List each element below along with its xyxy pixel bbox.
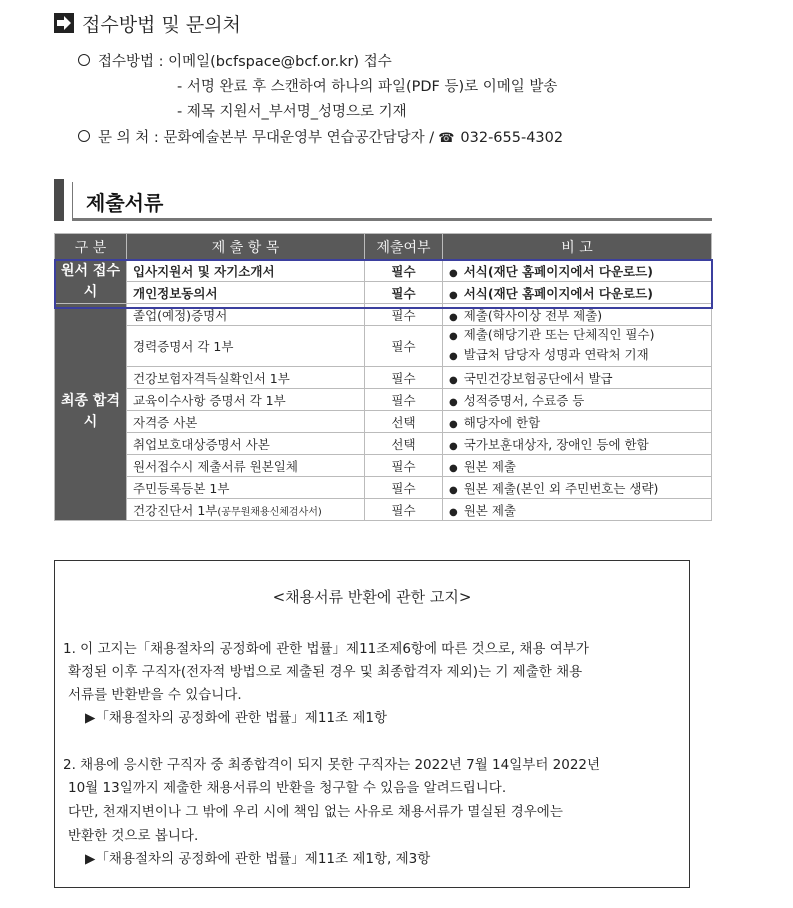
row-required: 필수 — [365, 304, 443, 326]
row-item: 건강진단서 1부(공무원채용신체검사서) — [127, 499, 365, 521]
category-application: 원서 접수시 — [55, 260, 127, 304]
method-text: 접수방법 : 이메일(bcfspace@bcf.or.kr) 접수 — [98, 54, 392, 70]
docs-heading — [54, 179, 712, 221]
row-item: 취업보호대상증명서 사본 — [127, 433, 365, 455]
table-row — [55, 389, 712, 411]
row-item: 입사지원서 및 자기소개서 — [127, 260, 365, 282]
row-note: ● 해당자에 한함 — [443, 411, 712, 433]
row-required: 필수 — [365, 477, 443, 499]
notice-p1-line3: 서류를 반환받을 수 있습니다. — [68, 687, 242, 703]
row-note: ● 국민건강보험공단에서 발급 — [443, 367, 712, 389]
row-required: 필수 — [365, 260, 443, 282]
notice-p2-line4: 반환한 것으로 봅니다. — [68, 828, 199, 844]
table-row — [55, 304, 712, 326]
row-required: 필수 — [365, 326, 443, 367]
header-category: 구 분 — [55, 234, 127, 260]
row-item: 경력증명서 각 1부 — [127, 326, 365, 367]
table-row — [55, 433, 712, 455]
circle-bullet-icon — [78, 54, 90, 66]
row-item: 개인정보동의서 — [127, 282, 365, 304]
heading-bar — [54, 179, 64, 221]
table-row — [55, 499, 712, 521]
row-note: ● 서식(재단 홈페이지에서 다운로드) — [443, 260, 712, 282]
row-required: 필수 — [365, 389, 443, 411]
arrow-right-icon — [54, 13, 74, 33]
row-note: ● 국가보훈대상자, 장애인 등에 한함 — [443, 433, 712, 455]
notice-title: <채용서류 반환에 관한 고지> — [272, 588, 472, 606]
row-item: 졸업(예정)증명서 — [127, 304, 365, 326]
row-item: 주민등록등본 1부 — [127, 477, 365, 499]
inquiry-phone: 032-655-4302 — [460, 130, 564, 146]
method-line — [78, 50, 392, 71]
table-row — [55, 260, 712, 282]
notice-p2-line2: 10월 13일까지 제출한 채용서류의 반환을 청구할 수 있음을 알려드립니다. — [68, 780, 507, 796]
row-item: 건강보험자격득실확인서 1부 — [127, 367, 365, 389]
row-required: 필수 — [365, 455, 443, 477]
docs-title: 제출서류 — [86, 191, 164, 215]
documents-table — [54, 233, 712, 521]
row-note: ● 제출(학사이상 전부 제출) — [443, 304, 712, 326]
row-note: ● 성적증명서, 수료증 등 — [443, 389, 712, 411]
row-item: 원서접수시 제출서류 원본일체 — [127, 455, 365, 477]
table-row — [55, 455, 712, 477]
notice-p2-line3: 다만, 천재지변이나 그 밖에 우리 시에 책임 없는 사유로 채용서류가 멸실된 경우에는 — [68, 804, 563, 820]
row-note: ● 원본 제출(본인 외 주민번호는 생략) — [443, 477, 712, 499]
inquiry-text: 문 의 처 : 문화예술본부 무대운영부 연습공간담당자 / — [98, 130, 435, 146]
header-item: 제 출 항 목 — [127, 234, 365, 260]
table-header-row — [55, 234, 712, 260]
phone-icon: ☎ — [438, 131, 455, 146]
row-required: 필수 — [365, 367, 443, 389]
table-row — [55, 282, 712, 304]
contact-section-header — [54, 11, 241, 35]
row-item: 교육이수사항 증명서 각 1부 — [127, 389, 365, 411]
method-sub2: - 제목 지원서_부서명_성명으로 기재 — [177, 104, 407, 120]
category-final: 최종 합격시 — [55, 304, 127, 521]
table-row — [55, 326, 712, 367]
row-note: ● 제출(해당기관 또는 단체직인 필수) ● 발급처 담당자 성명과 연락처 기재 — [443, 326, 712, 367]
table-row — [55, 411, 712, 433]
row-required: 선택 — [365, 411, 443, 433]
inquiry-line — [78, 126, 563, 147]
notice-p2-ref: ▶「채용절차의 공정화에 관한 법률」제11조 제1항, 제3항 — [85, 851, 431, 867]
row-note: ● 서식(재단 홈페이지에서 다운로드) — [443, 282, 712, 304]
header-note: 비 고 — [443, 234, 712, 260]
row-note: ● 원본 제출 — [443, 455, 712, 477]
contact-section-title: 접수방법 및 문의처 — [82, 13, 241, 36]
header-required: 제출여부 — [365, 234, 443, 260]
row-required: 필수 — [365, 282, 443, 304]
circle-bullet-icon — [78, 130, 90, 142]
notice-p1-ref: ▶「채용절차의 공정화에 관한 법률」제11조 제1항 — [85, 710, 388, 726]
row-required: 필수 — [365, 499, 443, 521]
row-item: 자격증 사본 — [127, 411, 365, 433]
row-required: 선택 — [365, 433, 443, 455]
notice-p1-line2: 확정된 이후 구직자(전자적 방법으로 제출된 경우 및 최종합격자 제외)는 기 제출한 채용 — [68, 664, 583, 680]
table-row — [55, 367, 712, 389]
notice-p1-line1: 1. 이 고지는「채용절차의 공정화에 관한 법률」제11조제6항에 따른 것으로, 채용 여부가 — [63, 641, 589, 657]
notice-box — [54, 560, 690, 888]
table-row — [55, 477, 712, 499]
row-note: ● 원본 제출 — [443, 499, 712, 521]
notice-p2-line1: 2. 채용에 응시한 구직자 중 최종합격이 되지 못한 구직자는 2022년 7월 14일부터 2022년 — [63, 757, 601, 773]
method-sub1: - 서명 완료 후 스캔하여 하나의 파일(PDF 등)로 이메일 발송 — [177, 79, 558, 95]
